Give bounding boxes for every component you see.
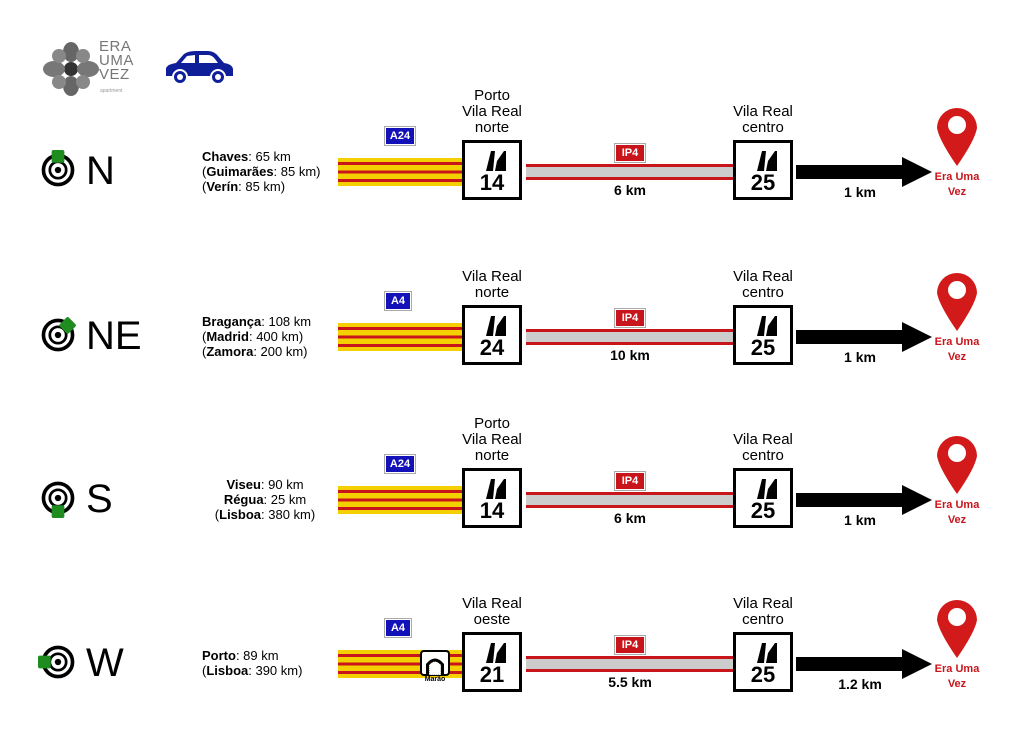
location-pin-icon xyxy=(935,432,979,494)
destination-label-line: Era Uma xyxy=(934,171,980,183)
direction-label: NE xyxy=(86,314,142,358)
motorway-sign: A24 xyxy=(385,455,415,473)
destination-label-line: Vez xyxy=(947,678,967,690)
compass-target-icon xyxy=(38,315,78,355)
location-pin-icon xyxy=(935,269,979,331)
location-pin-icon xyxy=(935,596,979,658)
exit-number: 25 xyxy=(750,335,776,360)
logo-line: ERA xyxy=(99,38,132,55)
direction-label: S xyxy=(86,477,113,521)
exit-ramp-icon xyxy=(484,149,506,171)
exit-name-line: Vila Real xyxy=(733,431,793,448)
exit-ramp-icon xyxy=(755,149,777,171)
destination-name: Bragança xyxy=(202,313,262,329)
destination-name: Zamora xyxy=(206,343,254,359)
destination-label-line: Vez xyxy=(947,186,967,198)
segment-distance: 6 km xyxy=(614,510,646,526)
direction-marker xyxy=(38,656,51,669)
exit-sign xyxy=(462,632,522,692)
ip-road-sign: IP4 xyxy=(615,144,645,162)
destination-item xyxy=(195,477,335,492)
exit-name-line: Porto xyxy=(474,87,510,104)
exit-name-line: Vila Real xyxy=(462,595,522,612)
exit-name-line: Vila Real xyxy=(462,103,522,120)
destination-label xyxy=(922,662,992,692)
exit-name-line: norte xyxy=(474,119,510,136)
destination-label xyxy=(922,498,992,528)
compass-target-icon xyxy=(38,150,78,190)
location-pin-icon xyxy=(935,104,979,166)
exit-sign xyxy=(733,632,793,692)
exit-sign xyxy=(462,140,522,200)
logo-line: VEZ xyxy=(99,66,130,83)
exit-name-line: centro xyxy=(742,284,784,301)
destination-label-line: Vez xyxy=(947,514,967,526)
exit-name-line: centro xyxy=(742,119,784,136)
destination-label-line: Era Uma xyxy=(934,663,980,675)
destination-label-line: Vez xyxy=(947,351,967,363)
motorway-road xyxy=(338,158,464,186)
exit-ramp-icon xyxy=(484,314,506,336)
exit-ramp-icon xyxy=(484,477,506,499)
arrow-right-icon xyxy=(796,322,934,352)
destination-item xyxy=(195,492,335,507)
destination-distance: : 380 km) xyxy=(261,506,316,522)
destination-distance: : 390 km) xyxy=(248,663,303,678)
exit-sign xyxy=(733,468,793,528)
destination-distance: : 65 km xyxy=(248,148,291,164)
exit-name-line: norte xyxy=(474,447,510,464)
exit-sign xyxy=(462,305,522,365)
motorway-sign: A4 xyxy=(385,619,411,637)
arrow-right-icon xyxy=(796,649,934,679)
tunnel-label: Marão xyxy=(424,676,446,683)
ip-road-sign: IP4 xyxy=(615,309,645,327)
destination-open: ( xyxy=(202,343,207,359)
exit-ramp-icon xyxy=(755,641,777,663)
exit-name-line: oeste xyxy=(473,611,511,628)
motorway-road xyxy=(338,323,464,351)
direction-marker xyxy=(52,505,65,518)
car-icon xyxy=(162,48,236,88)
exit-number: 24 xyxy=(479,335,505,360)
exit-name xyxy=(432,596,552,628)
destination-name: Porto xyxy=(202,648,236,663)
exit-name xyxy=(703,432,823,464)
destination-open: ( xyxy=(202,163,207,179)
segment-distance: 6 km xyxy=(614,182,646,198)
exit-name xyxy=(432,416,552,464)
arrow-right-icon xyxy=(796,485,934,515)
destination-item xyxy=(195,507,335,522)
exit-number: 21 xyxy=(479,662,505,687)
destination-name: Lisboa xyxy=(206,663,249,678)
exit-number: 25 xyxy=(750,170,776,195)
exit-sign xyxy=(733,305,793,365)
logo-flower-icon xyxy=(42,42,100,96)
exit-name-line: centro xyxy=(742,611,784,628)
exit-number: 14 xyxy=(479,170,505,195)
motorway-sign: A24 xyxy=(385,127,415,145)
exit-name-line: Vila Real xyxy=(733,268,793,285)
destination-name: Chaves xyxy=(202,148,249,164)
destination-distance: : 25 km xyxy=(263,491,307,507)
exit-name xyxy=(703,269,823,301)
exit-ramp-icon xyxy=(484,641,506,663)
route-row xyxy=(0,255,1024,395)
final-distance: 1.2 km xyxy=(838,676,882,692)
destination-distance: : 89 km xyxy=(235,648,279,663)
exit-name-line: Vila Real xyxy=(733,103,793,120)
exit-number: 25 xyxy=(750,662,776,687)
exit-number: 14 xyxy=(479,498,505,523)
route-row xyxy=(0,415,1024,558)
final-distance: 1 km xyxy=(844,349,876,365)
destination-label-line: Era Uma xyxy=(934,336,980,348)
destinations-list xyxy=(195,477,335,522)
exit-name xyxy=(703,104,823,136)
ip-road xyxy=(526,164,734,180)
ip-road xyxy=(526,329,734,345)
direction-marker xyxy=(52,150,65,163)
exit-name xyxy=(432,88,552,136)
destination-label xyxy=(922,335,992,365)
logo-line: UMA xyxy=(99,52,134,69)
direction-label: W xyxy=(86,641,124,685)
destination-name: Madrid xyxy=(206,328,249,344)
compass-target-icon xyxy=(38,478,78,518)
route-row xyxy=(0,87,1024,230)
exit-sign xyxy=(462,468,522,528)
destination-name: Régua xyxy=(223,491,264,507)
route-row xyxy=(0,582,1024,722)
compass-target-icon xyxy=(38,642,78,682)
final-distance: 1 km xyxy=(844,184,876,200)
destination-distance: : 90 km xyxy=(260,476,304,492)
ip-road-sign: IP4 xyxy=(615,472,645,490)
destination-open: ( xyxy=(202,663,207,678)
logo-subtitle: apartment xyxy=(100,88,123,94)
destination-label xyxy=(922,170,992,200)
destination-name: Verín xyxy=(206,178,239,194)
exit-number: 25 xyxy=(750,498,776,523)
destination-open: ( xyxy=(202,328,207,344)
exit-name-line: norte xyxy=(474,284,510,301)
exit-name xyxy=(432,269,552,301)
direction-label: N xyxy=(86,149,115,193)
exit-name xyxy=(703,596,823,628)
destination-open: ( xyxy=(202,178,207,194)
exit-name-line: Vila Real xyxy=(733,595,793,612)
ip-road xyxy=(526,656,734,672)
destination-label-line: Era Uma xyxy=(934,499,980,511)
destination-distance: : 85 km) xyxy=(273,163,321,179)
destination-distance: : 200 km) xyxy=(253,343,308,359)
destination-distance: : 108 km xyxy=(261,313,312,329)
motorway-sign: A4 xyxy=(385,292,411,310)
exit-ramp-icon xyxy=(755,314,777,336)
exit-sign xyxy=(733,140,793,200)
ip-road-sign: IP4 xyxy=(615,636,645,654)
logo-wordmark xyxy=(99,40,134,82)
destination-distance: : 85 km) xyxy=(238,178,286,194)
exit-name-line: centro xyxy=(742,447,784,464)
destination-distance: : 400 km) xyxy=(248,328,304,344)
ip-road xyxy=(526,492,734,508)
final-distance: 1 km xyxy=(844,512,876,528)
exit-name-line: Vila Real xyxy=(462,268,522,285)
arrow-right-icon xyxy=(796,157,934,187)
segment-distance: 5.5 km xyxy=(608,674,652,690)
destination-open: ( xyxy=(214,506,220,522)
motorway-road xyxy=(338,486,464,514)
segment-distance: 10 km xyxy=(610,347,650,363)
exit-name-line: Vila Real xyxy=(462,431,522,448)
exit-name-line: Porto xyxy=(474,415,510,432)
destination-name: Guimarães xyxy=(206,163,274,179)
exit-ramp-icon xyxy=(755,477,777,499)
destination-name: Viseu xyxy=(226,476,261,492)
destination-name: Lisboa xyxy=(219,506,262,522)
